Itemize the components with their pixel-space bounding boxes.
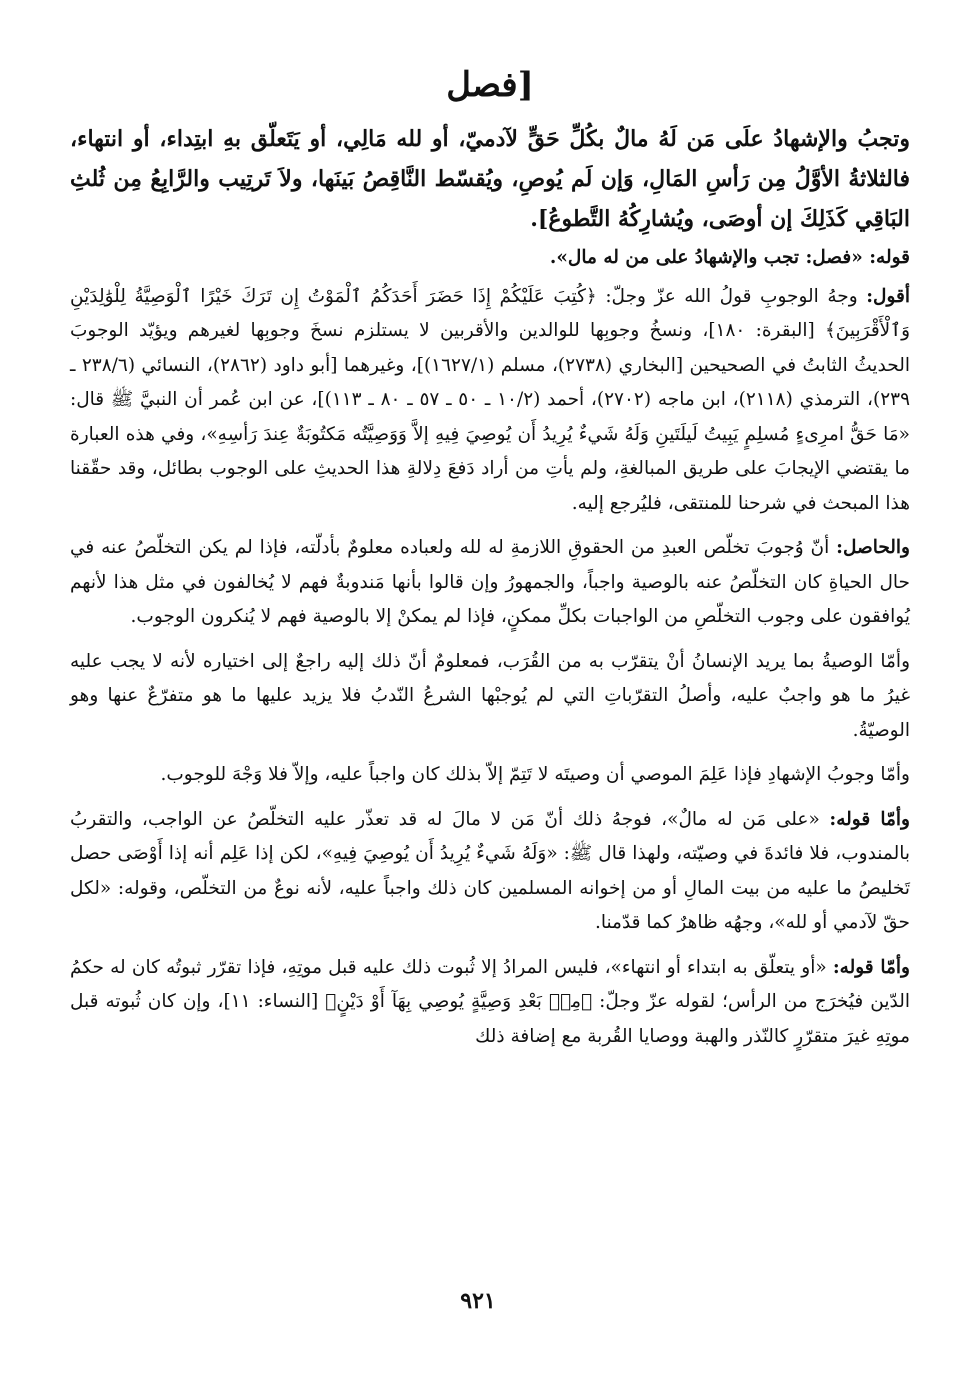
paragraph-5	[70, 758, 910, 793]
paragraph-3-body: أنّ وُجوبَ تخلّص العبدِ من الحقوقِ اللازمةِ له لله ولعباده معلومٌ بأدلّته، فإذا لم يكن التخلّصُ عنه في حال الحياةِ كان التخلّصُ عنه بالوصية واجباً، والجمهورُ وإن قالوا بأنها مَندوبةٌ فهم لا يُخالفون في مثل هذا لأنهم يُوافقون على وجوب التخلّصِ من الواجبات بكلِّ ممكنٍ، فإذا لم يمكنْ إلا بالوصية فهم لا يُنكرون الوجوب.	[70, 537, 910, 627]
paragraph-4	[70, 645, 910, 749]
paragraph-5-body: وأمّا وجوبُ الإشهادِ فإذا عَلِمَ الموصي أن وصيتَه لا تَتِمّ إلاّ بذلك كان واجباً عليه، وإلاّ فلا وَجْهَ للوجوب.	[160, 764, 910, 785]
paragraph-2-lead: أقول:	[866, 285, 911, 307]
paragraph-7	[70, 951, 910, 1055]
paragraph-3-lead: والحاصل:	[836, 537, 910, 558]
paragraph-1	[70, 241, 910, 276]
section-heading: [فصل	[446, 65, 534, 105]
paragraph-3	[70, 531, 910, 635]
paragraph-4-body: وأمّا الوصيةُ بما يريد الإنسانُ أنْ يتقرّب به من القُرَب، فمعلومٌ أنّ ذلك إليه راجعٌ إلى اختياره لأنه لا يجب عليه غيرُ ما هو واجبٌ عليه، وأصلُ التقرّباتِ التي لم يُوجبْها الشرعُ النّدبُ فلا يزيد عليها ما هو متفرّعٌ عنها وهو الوصيّةُ.	[70, 650, 910, 741]
paragraph-7-lead: وأمّا قوله:	[832, 956, 910, 978]
page-number: ٩٢١	[460, 1288, 496, 1314]
book-page	[70, 55, 910, 1335]
paragraph-2	[70, 280, 910, 522]
paragraph-2-body: وجهُ الوجوبِ قولُ الله عزّ وجلّ: ﴿كُتِبَ عَلَيْكُمْ إِذَا حَضَرَ أَحَدَكُمُ ٱلْمَوْتُ إِن تَرَكَ خَيْرًا ٱلْوَصِيَّةُ لِلْوَٰلِدَيْنِ وَٱلْأَقْرَبِينَ﴾ [البقرة: ١٨٠]، ونسخُ وجوبِها للوالدين والأقربين لا يستلزم نسخَ وجوبِها لغيرهم ويؤيّد الوجوبَ الحديثُ الثابتُ في الصحيحين [البخاري (٢٧٣٨)، مسلم (١٦٢٧/١)]، وغيرهما [أبو داود (٢٨٦٢)، النسائي (٢٣٨/٦ ـ ٢٣٩)، الترمذي (٢١١٨)، ابن ماجه (٢٧٠٢)، أحمد (١٠/٢ ـ ٥٠ ـ ٥٧ ـ ٨٠ ـ ١١٣)]، عن ابن عُمر أن النبيَّ ﷺ قال: «مَا حَقُّ امرِىءٍ مُسلِمٍ يَبِيتُ لَيلَتَينِ وَلَهُ شَيءٌ يُرِيدُ أَن يُوصِيَ فِيهِ إلاَّ وَوَصِيَّتُه مَكتُوبَةٌ عِندَ رَأسِهِ»، وفي هذه العبارة ما يقتضي الإيجابَ على طريق المبالغةِ، ولم يأتِ من أراد دَفعَ دِلالةِ هذا الحديثِ على الوجوب بطائل، وقد حقّقنا هذا المبحث في شرحنا للمنتقى، فليُرجع إليه.	[70, 285, 911, 514]
paragraph-6	[70, 803, 910, 941]
main-text: وتجبُ والإشهادُ علَى مَن لَهُ مالٌ بكُلِّ حَقٍّ لآدميّ، أو لله مَالِي، أو يَتَعلّق بهِ ابتِداء، أو انتهاء، فالثلاثةُ الأوَّلُ مِن رَأسِ المَالِ، وَإن لَم يُوصِ، ويُقسّط النَّاقِصُ بَينَها، ولاَ تَرتِيب والرَّابِعُ مِن ثُلثِ البَاقِي كَذَلِكَ إن أوصَى، ويُشارِكُهُ التَّطوعُ].	[70, 126, 910, 232]
paragraph-6-lead: وأمّا قوله:	[829, 808, 910, 830]
paragraph-7-body: «أو يتعلّق به ابتداء أو انتهاء»، فليس المرادُ إلا ثُبوت ذلك عليه قبل موتِهِ، فإذا تقرّر ثبوتُه كان له حكمُ الدّين فيُخرَج من الرأس؛ لقوله عزّ وجلّ: ﴿مِنۢ بَعْدِ وَصِيَّةٍ يُوصِي بِهَآ أَوْ دَيْنٍ﴾ [النساء: ١١]، وإن كان ثُبوته قبل موتِهِ غيرَ متقرّرٍ كالنّذر والهبة ووصايا القُربة مع إضافة ذلك	[70, 956, 910, 1047]
paragraph-6-body: «على مَن له مالٌ»، فوجهُ ذلك أنّ مَن لا مالَ له قد تعذّر عليه التخلّصُ عن الواجب، والتقربُ بالمندوب، فلا فائدةَ في وصيّته، ولهذا قال ﷺ: «وَلَهُ شَيءٌ يُرِيدُ أَن يُوصِيَ فِيهِ»، لكن إذا عَلِم أنه إذا أَوْصَى حصل تَخليصُ ما عليه من بيت المالِ أو من إخوانه المسلمين كان ذلك واجباً عليه، لأنه نوعٌ من التخلّص، وقوله: «لكل حقّ لآدمي أو لله»، وجهُه ظاهرٌ كما قدّمنا.	[70, 808, 910, 933]
paragraph-1-lead: قوله: «فصل: تجب والإشهادُ على من له مال».	[549, 247, 910, 268]
